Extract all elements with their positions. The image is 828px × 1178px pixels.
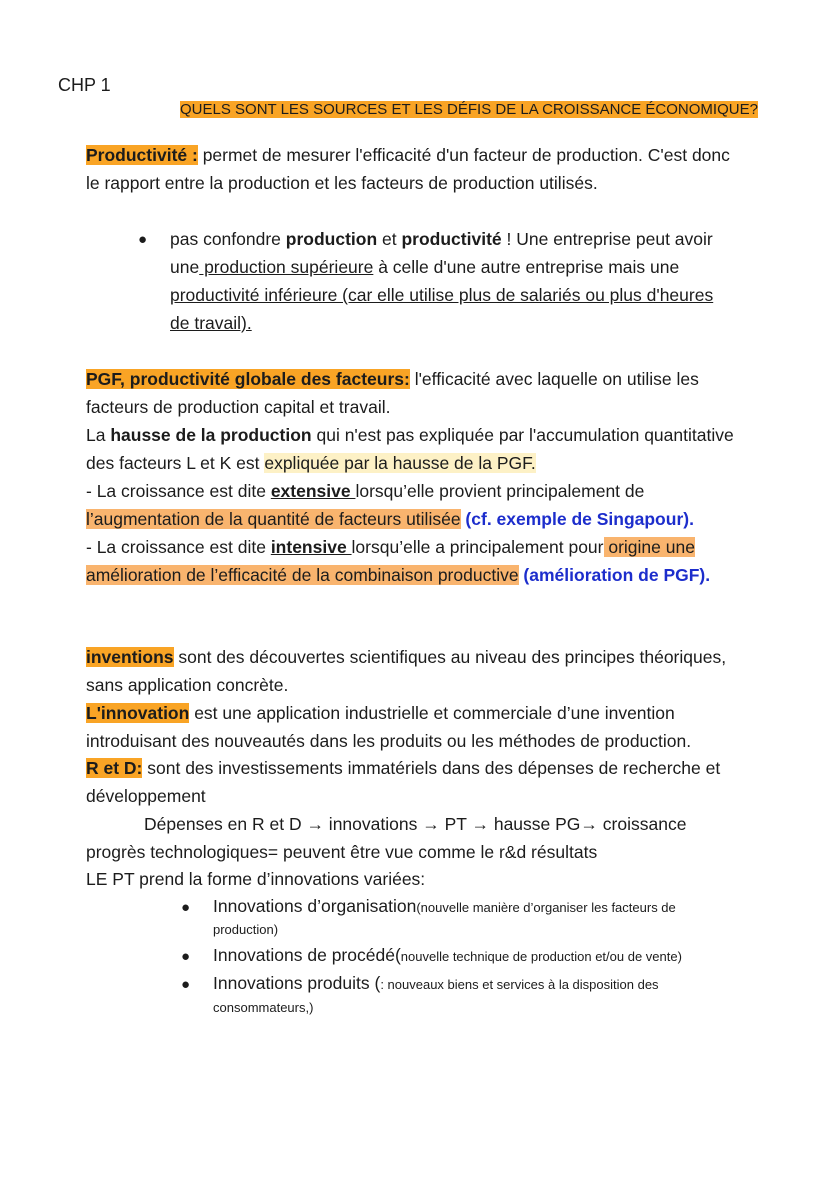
productivite-line-2: le rapport entre la production et les facteurs de production utilisés. bbox=[86, 173, 598, 193]
inventions-line-1: inventions sont des découvertes scientifiques au niveau des principes théoriques, bbox=[86, 647, 727, 667]
page-title bbox=[180, 98, 758, 122]
chapter-label: CHP 1 bbox=[58, 75, 111, 95]
pgf-line-8: amélioration de l’efficacité de la combinaison productive (amélioration de PGF). bbox=[86, 565, 711, 585]
progres-line: progrès technologiques= peuvent être vue comme le r&d résultats bbox=[86, 842, 598, 862]
productivite-term: Productivité : bbox=[86, 145, 198, 165]
bullet-dot: ● bbox=[181, 976, 191, 993]
inventions-term: inventions bbox=[86, 647, 174, 667]
pgf-line-2: facteurs de production capital et travail. bbox=[86, 397, 391, 417]
innovation-line-1: L'innovation est une application industrielle et commerciale d’une invention bbox=[86, 703, 675, 723]
bullet-confondre-line-2: une production supérieure à celle d'une autre entreprise mais une bbox=[170, 257, 680, 277]
pgf-line-1: PGF, productivité globale des facteurs: l'efficacité avec laquelle on utilise les bbox=[86, 369, 699, 389]
bullet-confondre-line-4: de travail). bbox=[170, 313, 252, 333]
pgf-line-7: - La croissance est dite intensive lorsqu’elle a principalement pour origine une bbox=[86, 537, 695, 557]
inventions-line-2: sans application concrète. bbox=[86, 675, 289, 695]
list-item-procede: Innovations de procédé(nouvelle technique de production et/ou de vente) bbox=[213, 945, 682, 965]
pgf-line-3: La hausse de la production qui n'est pas expliquée par l'accumulation quantitative bbox=[86, 425, 734, 445]
list-item-organisation: Innovations d’organisation(nouvelle manière d’organiser les facteurs de bbox=[213, 896, 676, 916]
pgf-term: PGF, productivité globale des facteurs: bbox=[86, 369, 410, 389]
rd-line-1: R et D: sont des investissements immatériels dans des dépenses de recherche et bbox=[86, 758, 721, 778]
pt-forme-line: LE PT prend la forme d’innovations variées: bbox=[86, 869, 426, 889]
page-title-text: QUELS SONT LES SOURCES ET LES DÉFIS DE LA CROISSANCE ÉCONOMIQUE? bbox=[180, 101, 758, 118]
bullet-confondre-line-1: pas confondre production et productivité ! Une entreprise peut avoir bbox=[170, 229, 713, 249]
bullet-confondre-line-3: productivité inférieure (car elle utilise plus de salariés ou plus d'heures bbox=[170, 285, 714, 305]
rd-term: R et D: bbox=[86, 758, 143, 778]
list-item-produits: Innovations produits (: nouveaux biens et services à la disposition des bbox=[213, 973, 659, 993]
pgf-line-4: des facteurs L et K est expliquée par la hausse de la PGF. bbox=[86, 453, 536, 473]
innovation-line-2: introduisant des nouveautés dans les produits ou les méthodes de production. bbox=[86, 731, 692, 751]
rd-line-2: développement bbox=[86, 786, 206, 806]
productivite-line-1: Productivité : permet de mesurer l'efficacité d'un facteur de production. C'est donc bbox=[86, 145, 730, 165]
list-item-organisation-cont: production) bbox=[213, 922, 279, 937]
rd-chain: Dépenses en R et D → innovations → PT → hausse PG→ croissance bbox=[144, 814, 687, 834]
list-item-produits-cont: consommateurs,) bbox=[213, 1000, 314, 1015]
pgf-line-5: - La croissance est dite extensive lorsqu’elle provient principalement de bbox=[86, 481, 645, 501]
bullet-dot: ● bbox=[138, 231, 148, 248]
bullet-dot: ● bbox=[181, 899, 191, 916]
innovation-term: L'innovation bbox=[86, 703, 190, 723]
pgf-line-6: l’augmentation de la quantité de facteurs utilisée (cf. exemple de Singapour). bbox=[86, 509, 694, 529]
bullet-dot: ● bbox=[181, 948, 191, 965]
